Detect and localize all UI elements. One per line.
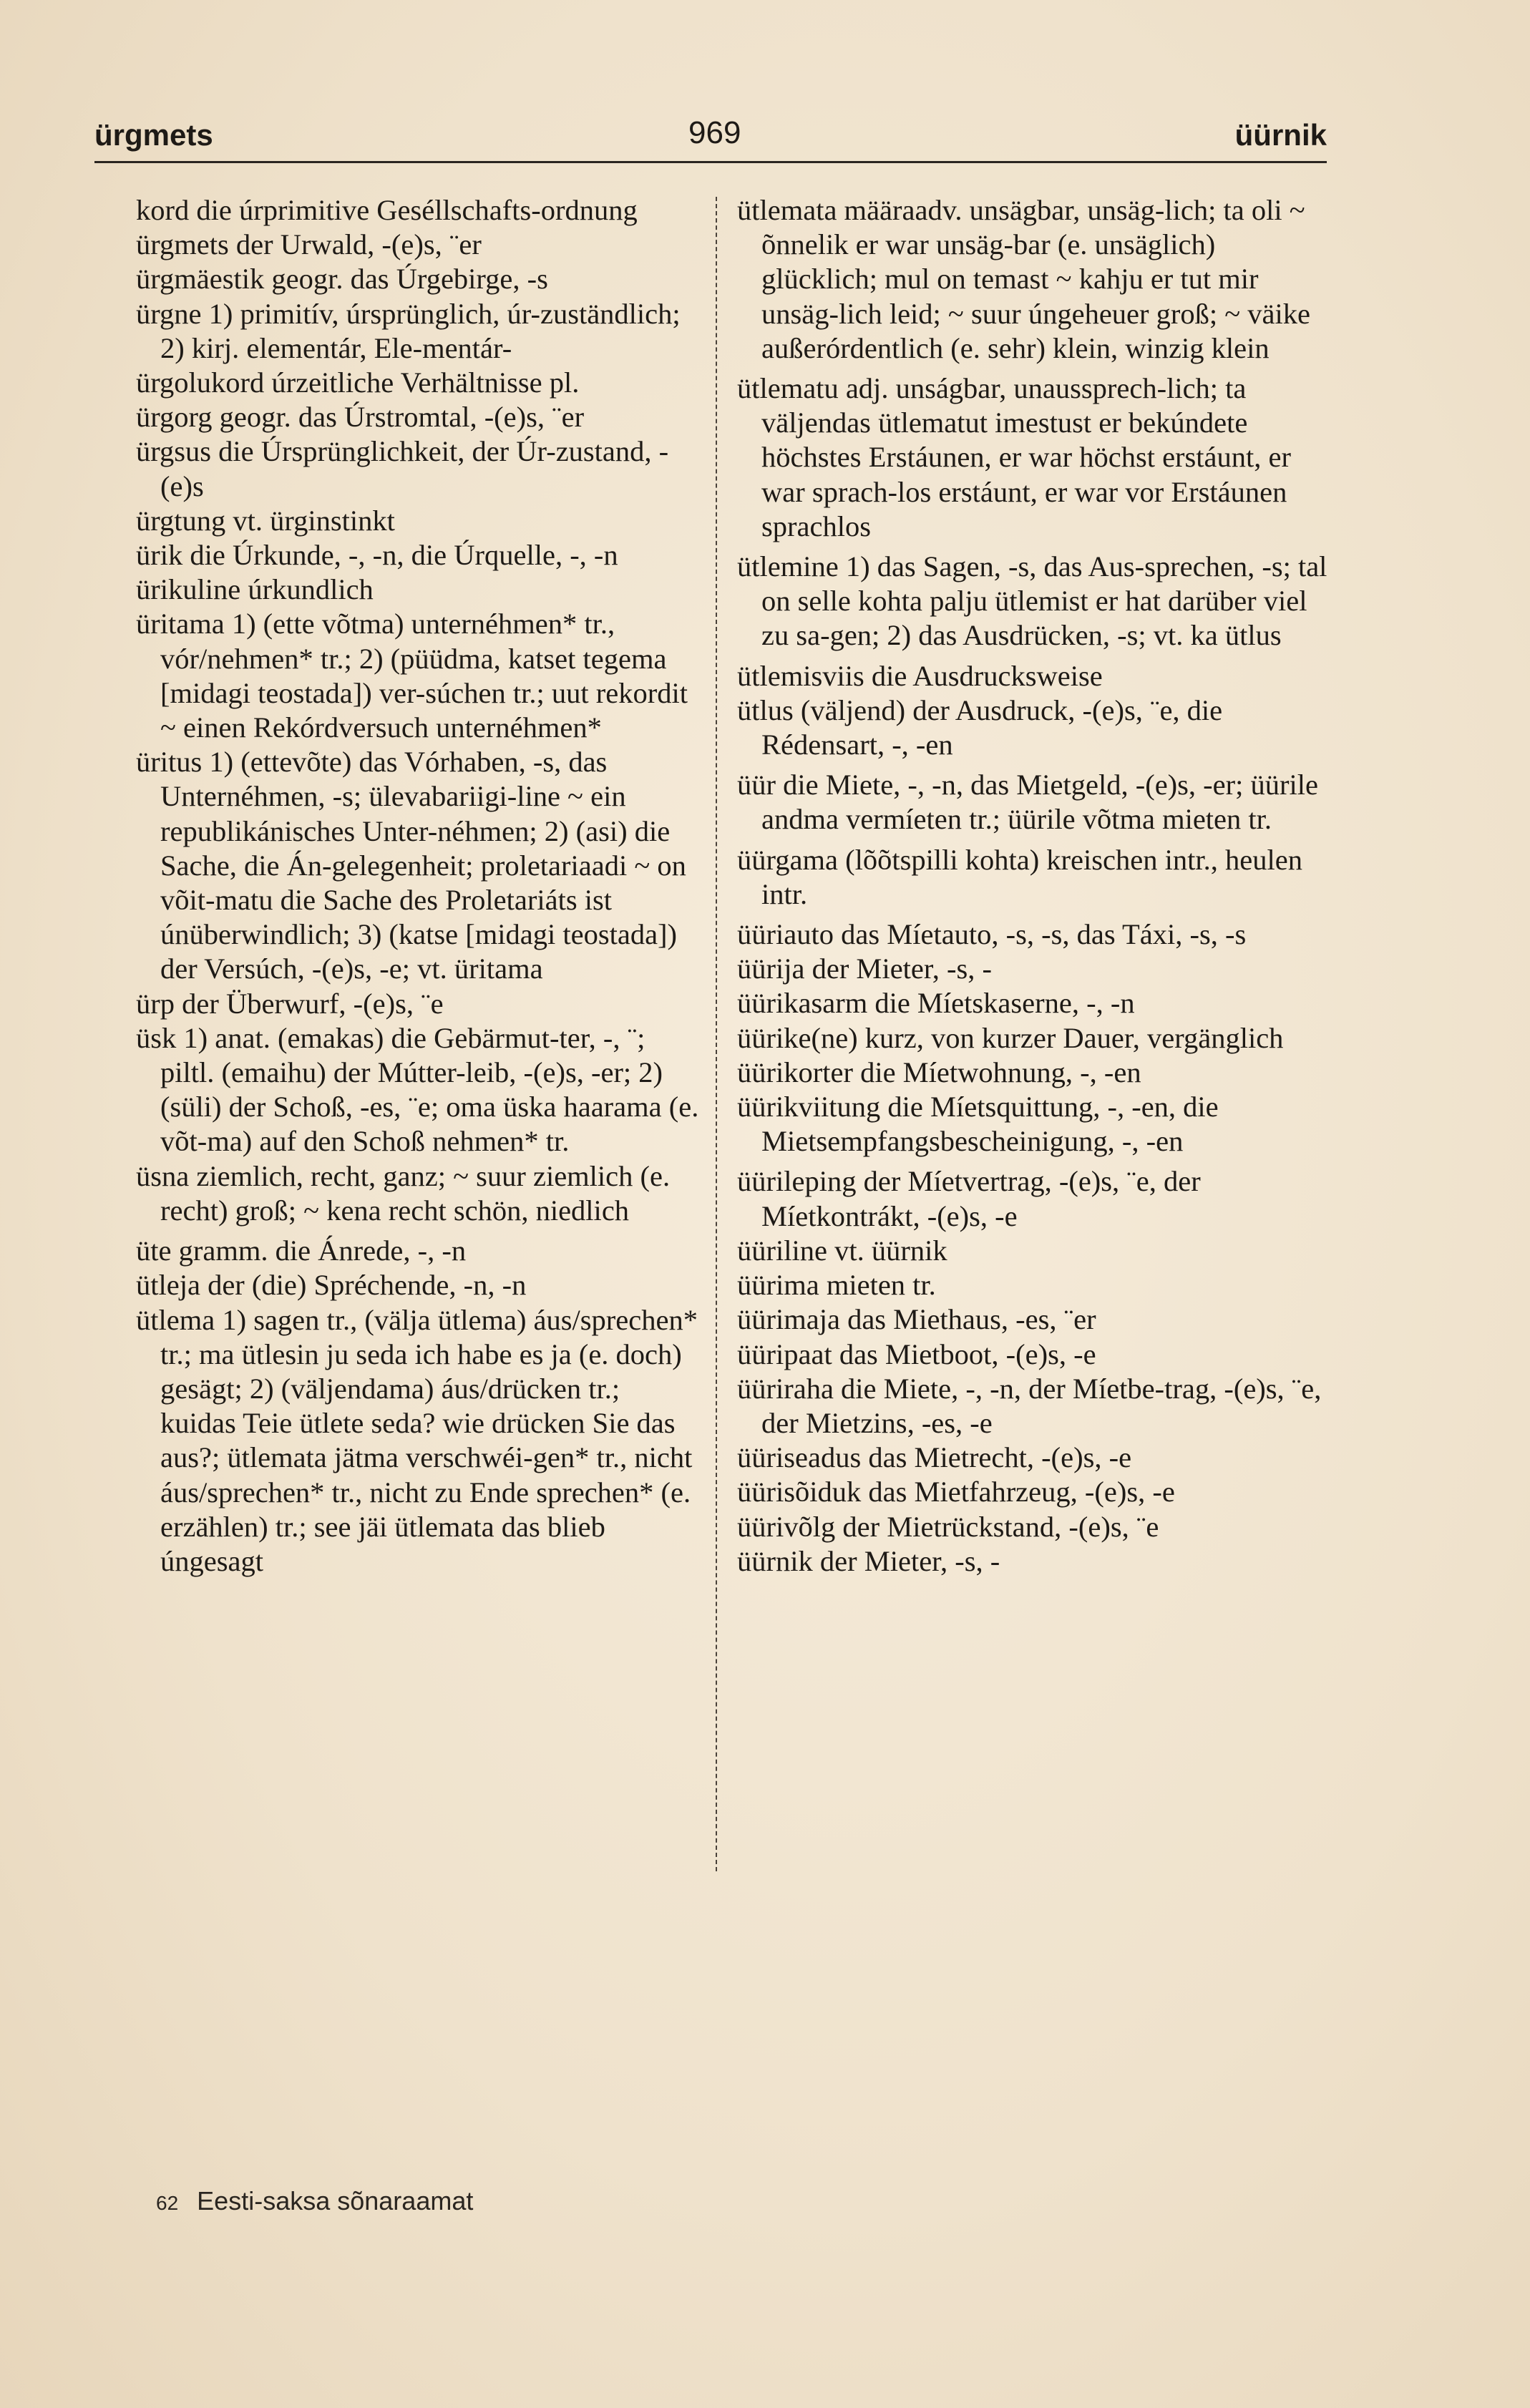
left-column [136,193,701,1579]
entry: ütlematu adj. unságbar, unaussprech-lich; ta väljendas ütlematut imestust er bekúndete höchstes Erstáunen, er war höchst erstáunt, er war sprach-los erstáunt, er war vor Erstáunen sprachlos [737,372,1291,542]
entry: üüriauto das Míetauto, -s, -s, das Táxi, -s, -s [737,918,1247,951]
signature-number: 62 [156,2192,179,2214]
page-header [94,111,1327,163]
entry: üritus 1) (ettevõte) das Vórhaben, -s, das Unternéhmen, -s; ülevabariigi-line ~ ein republikánisches Unter-néhmen; 2) (asi) die Sache, die Án-gelegenheit; proletariaadi ~ on võit-matu die Sache des Proletariáts ist únüberwindlich; 3) (katse [midagi teostada]) der Versúch, -(e)s, -e; vt. üritama [136,746,686,985]
entry: ütlemata määraadv. unsägbar, unsäg-lich; ta oli ~ õnnelik er war unsäg-bar (e. unsäglich) glücklich; mul on temast ~ kahju er tut mir unsäg-lich leid; ~ suur úngeheuer groß; ~ väike außerórdentlich (e. sehr) klein, winzig klein [737,194,1310,364]
entry: üüriline vt. üürnik [737,1234,947,1267]
left-guide-word: ürgmets [94,118,213,152]
entry: ürgsus die Úrsprünglichkeit, der Úr-zustand, -(e)s [136,435,669,502]
entry: üte gramm. die Ánrede, -, -n [136,1234,467,1267]
entry: üürike(ne) kurz, von kurzer Dauer, vergänglich [737,1021,1284,1054]
entry: ürgolukord úrzeitliche Verhältnisse pl. [136,366,580,399]
entry: kord die úrprimitive Geséllschafts-ordnung [136,194,638,226]
entry: üürileping der Míetvertrag, -(e)s, ¨e, der Míetkontrákt, -(e)s, -e [737,1165,1201,1232]
entry: ürgne 1) primitív, úrsprünglich, úr-zuständlich; 2) kirj. elementár, Ele-mentár- [136,297,681,364]
entry: üüripaat das Mietboot, -(e)s, -e [737,1337,1096,1370]
entry: üürikviitung die Míetsquittung, -, -en, die Mietsempfangsbescheinigung, -, -en [737,1091,1219,1158]
entry: ütlus (väljend) der Ausdruck, -(e)s, ¨e, die Rédensart, -, -en [737,693,1223,761]
entry: üsk 1) anat. (emakas) die Gebärmut-ter, -, ¨; piltl. (emaihu) der Mútter-leib, -(e)s, -er; 2) (süli) der Schoß, -es, ¨e; oma üska haarama (e. võt-ma) auf den Schoß nehmen* tr. [136,1021,699,1158]
entry: üürija der Mieter, -s, - [737,952,992,985]
entry: üür die Miete, -, -n, das Mietgeld, -(e)s, -er; üürile andma vermíeten tr.; üürile võtma mieten tr. [737,769,1318,836]
entry: üsna ziemlich, recht, ganz; ~ suur ziemlich (e. recht) groß; ~ kena recht schön, niedlich [136,1159,671,1227]
entry: üritama 1) (ette võtma) unternéhmen* tr., vór/nehmen* tr.; 2) (püüdma, katset tegema [midagi teostada]) ver-súchen tr.; uut rekordit ~ einen Rekórdversuch unternéhmen* [136,608,688,744]
entry: ürgorg geogr. das Úrstromtal, -(e)s, ¨er [136,401,585,434]
entry: üürima mieten tr. [737,1269,936,1302]
entry: üüriseadus das Mietrecht, -(e)s, -e [737,1441,1132,1474]
entry: üürimaja das Miethaus, -es, ¨er [737,1303,1096,1336]
entry: ürik die Úrkunde, -, -n, die Úrquelle, -, -n [136,539,618,572]
entry: ürgmets der Urwald, -(e)s, ¨er [136,228,482,261]
entry: ürgtung vt. ürginstinkt [136,504,395,537]
page-number: 969 [688,115,741,150]
entry: üürisõiduk das Mietfahrzeug, -(e)s, -e [737,1476,1175,1508]
entry: ütlemisviis die Ausdrucksweise [737,659,1103,692]
entry: ürgmäestik geogr. das Úrgebirge, -s [136,263,548,296]
right-guide-word: üürnik [1234,118,1327,152]
book-title: Eesti-saksa sõnaraamat [197,2186,474,2216]
entry: üüriraha die Miete, -, -n, der Míetbe-trag, -(e)s, ¨e, der Mietzins, -es, -e [737,1372,1322,1439]
entry: üürivõlg der Mietrückstand, -(e)s, ¨e [737,1510,1159,1543]
entry: ütlemine 1) das Sagen, -s, das Aus-sprechen, -s; tal on selle kohta palju ütlemist er hat darüber viel zu sa-gen; 2) das Ausdrücken, -s; vt. ka ütlus [737,550,1327,652]
entry: üürgama (lõõtspilli kohta) kreischen intr., heulen intr. [737,843,1302,910]
entry: üürnik der Mieter, -s, - [737,1544,1000,1577]
entry: üürikorter die Míetwohnung, -, -en [737,1056,1141,1088]
entry: ütlema 1) sagen tr., (välja ütlema) áus/sprechen* tr.; ma ütlesin ju seda ich habe es ja (e. doch) gesägt; 2) (väljendama) áus/drücken tr.; kuidas Teie ütlete seda? wie drücken Sie das aus?; ütlemata jätma verschwéi-gen* tr., nicht áus/sprechen* tr., nicht zu Ende sprechen* (e. erzählen) tr.; see jäi ütlemata das blieb úngesagt [136,1303,698,1577]
entry: ütleja der (die) Spréchende, -n, -n [136,1269,527,1302]
page-footer [156,2186,473,2216]
entry: ürp der Überwurf, -(e)s, ¨e [136,987,444,1020]
right-column [737,193,1331,1579]
column-divider [716,197,717,1871]
entry: üürikasarm die Míetskaserne, -, -n [737,987,1135,1020]
entry: ürikuline úrkundlich [136,573,374,606]
